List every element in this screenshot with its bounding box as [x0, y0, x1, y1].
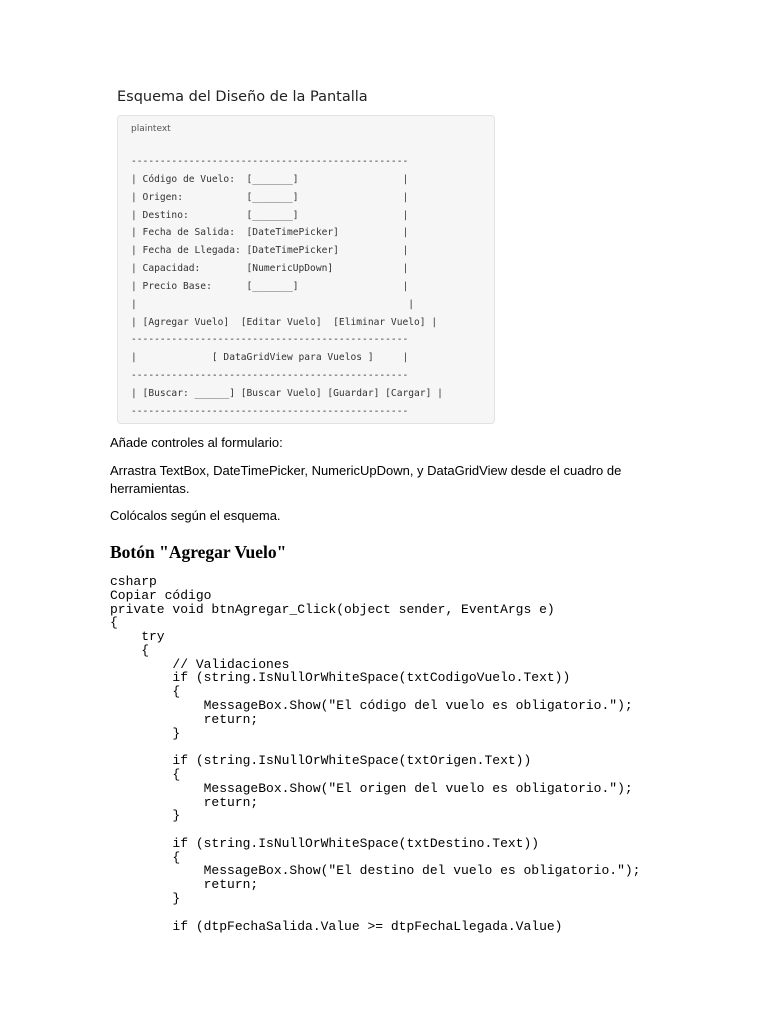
code-line: { — [110, 642, 150, 658]
section-heading: Botón "Agregar Vuelo" — [110, 542, 287, 562]
code-line: try — [110, 629, 165, 645]
code-line: MessageBox.Show("El código del vuelo es obligatorio."); — [110, 698, 633, 714]
ascii-line: | Precio Base: [_______] | — [131, 280, 409, 292]
ascii-layout-screenshot — [117, 115, 495, 424]
code-line: } — [110, 725, 181, 741]
ascii-line: ------------------------------------------------ — [131, 370, 409, 382]
code-block — [110, 575, 641, 933]
ascii-layout-diagram — [131, 153, 443, 421]
ascii-line: ------------------------------------------------ — [131, 405, 409, 417]
code-line: private void btnAgregar_Click(object sender, EventArgs e) — [110, 601, 555, 617]
ascii-line: | [ DataGridView para Vuelos ] | — [131, 352, 409, 364]
code-line: // Validaciones — [110, 656, 290, 672]
code-line: return; — [110, 877, 259, 893]
code-line: if (string.IsNullOrWhiteSpace(txtCodigoVuelo.Text)) — [110, 670, 571, 686]
code-line: { — [110, 684, 181, 700]
ascii-line: | [Agregar Vuelo] [Editar Vuelo] [Eliminar Vuelo] | — [131, 316, 438, 328]
code-line: } — [110, 808, 181, 824]
code-line: MessageBox.Show("El origen del vuelo es obligatorio."); — [110, 780, 633, 796]
ascii-line: | Destino: [_______] | — [131, 209, 409, 221]
copy-code-label: Copiar código — [110, 587, 212, 603]
ascii-line: | | — [131, 298, 415, 310]
ascii-line: | Código de Vuelo: [_______] | — [131, 173, 409, 185]
ascii-line: ------------------------------------------------ — [131, 156, 409, 167]
code-line: { — [110, 615, 118, 631]
code-line: MessageBox.Show("El destino del vuelo es obligatorio."); — [110, 863, 641, 879]
ascii-line: | [Buscar: ______] [Buscar Vuelo] [Guardar] [Cargar] | — [131, 387, 443, 399]
code-line: return; — [110, 711, 259, 727]
code-line: return; — [110, 794, 259, 810]
ascii-line: | Fecha de Salida: [DateTimePicker] | — [131, 227, 409, 239]
paragraph-place-controls: Colócalos según el esquema. — [110, 508, 281, 523]
ascii-line: | Fecha de Llegada: [DateTimePicker] | — [131, 245, 409, 257]
ascii-line: ------------------------------------------------ — [131, 334, 409, 346]
ascii-line: | Origen: [_______] | — [131, 191, 409, 203]
paragraph-drag-controls: Arrastra TextBox, DateTimePicker, NumericUpDown, y DataGridView desde el cuadro de herramientas. — [110, 463, 622, 496]
code-line: { — [110, 849, 181, 865]
code-line: if (string.IsNullOrWhiteSpace(txtDestino.Text)) — [110, 835, 540, 851]
code-language-label: plaintext — [131, 124, 171, 134]
code-line: { — [110, 766, 181, 782]
code-language: csharp — [110, 574, 157, 589]
code-line: if (dtpFechaSalida.Value >= dtpFechaLlegada.Value) — [110, 918, 563, 934]
code-line: } — [110, 890, 181, 906]
ascii-line: | Capacidad: [NumericUpDown] | — [131, 263, 409, 275]
paragraph-add-controls: Añade controles al formulario: — [110, 435, 283, 450]
screenshot-title: Esquema del Diseño de la Pantalla — [117, 89, 368, 105]
code-line: if (string.IsNullOrWhiteSpace(txtOrigen.Text)) — [110, 753, 532, 769]
